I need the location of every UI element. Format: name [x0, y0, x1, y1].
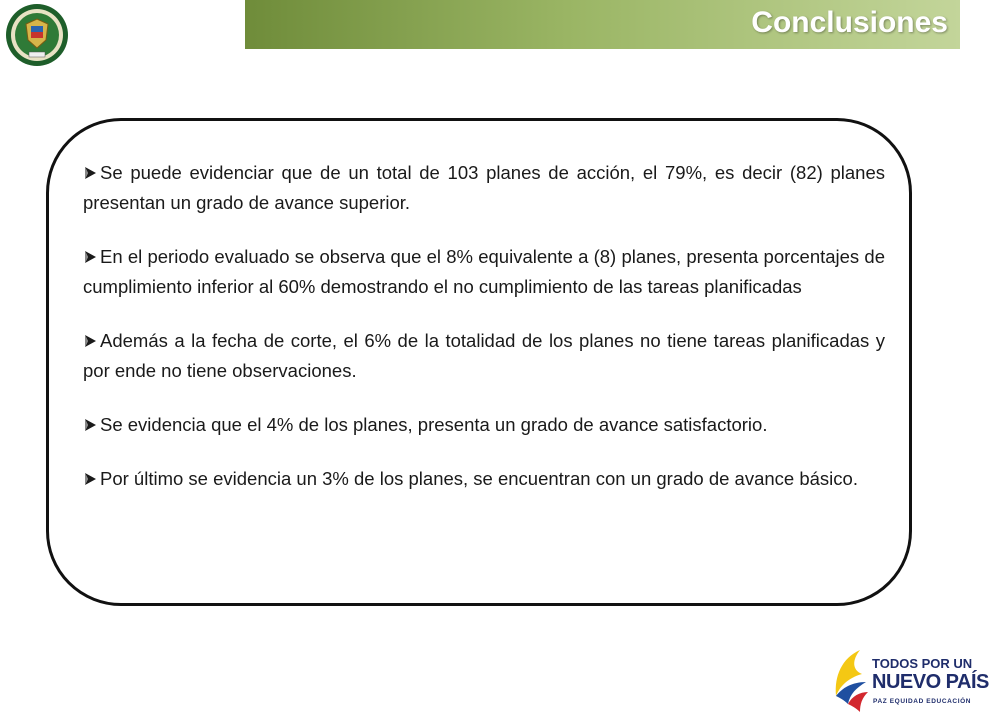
- bullet-text: En el periodo evaluado se observa que el 8% equivalente a (8) planes, presenta porcentajes de cumplimiento inferior al 60% demostrando el no cumplimiento de las tareas planificadas: [83, 246, 885, 297]
- list-item: [83, 242, 885, 302]
- footer-logo: [830, 648, 989, 716]
- bullet-text: Se puede evidenciar que de un total de 103 planes de acción, el 79%, es decir (82) planes presentan un grado de avance superior.: [83, 162, 885, 213]
- page-title: Conclusiones: [751, 6, 948, 39]
- footer-logo-line2: NUEVO PAÍS: [872, 671, 989, 693]
- footer-logo-line3: PAZ EQUIDAD EDUCACIÓN: [873, 698, 972, 705]
- list-item: [83, 326, 885, 386]
- arrow-bullet-icon: [83, 334, 97, 348]
- arrow-bullet-icon: [83, 166, 97, 180]
- arrow-bullet-icon: [83, 250, 97, 264]
- bullet-text: Además a la fecha de corte, el 6% de la totalidad de los planes no tiene tareas planificadas y por ende no tiene observaciones.: [83, 330, 885, 381]
- header-bar: [245, 0, 960, 49]
- arrow-bullet-icon: [83, 418, 97, 432]
- list-item: [83, 464, 885, 494]
- list-item: [83, 410, 885, 440]
- footer-logo-line1: TODOS POR UN: [872, 656, 973, 671]
- conclusions-list: [83, 158, 885, 518]
- colombia-flag-mark-icon: [830, 648, 870, 714]
- bullet-text: Se evidencia que el 4% de los planes, presenta un grado de avance satisfactorio.: [100, 414, 768, 435]
- arrow-bullet-icon: [83, 472, 97, 486]
- bullet-text: Por último se evidencia un 3% de los planes, se encuentran con un grado de avance básico.: [100, 468, 858, 489]
- police-emblem-icon: [4, 2, 70, 68]
- list-item: [83, 158, 885, 218]
